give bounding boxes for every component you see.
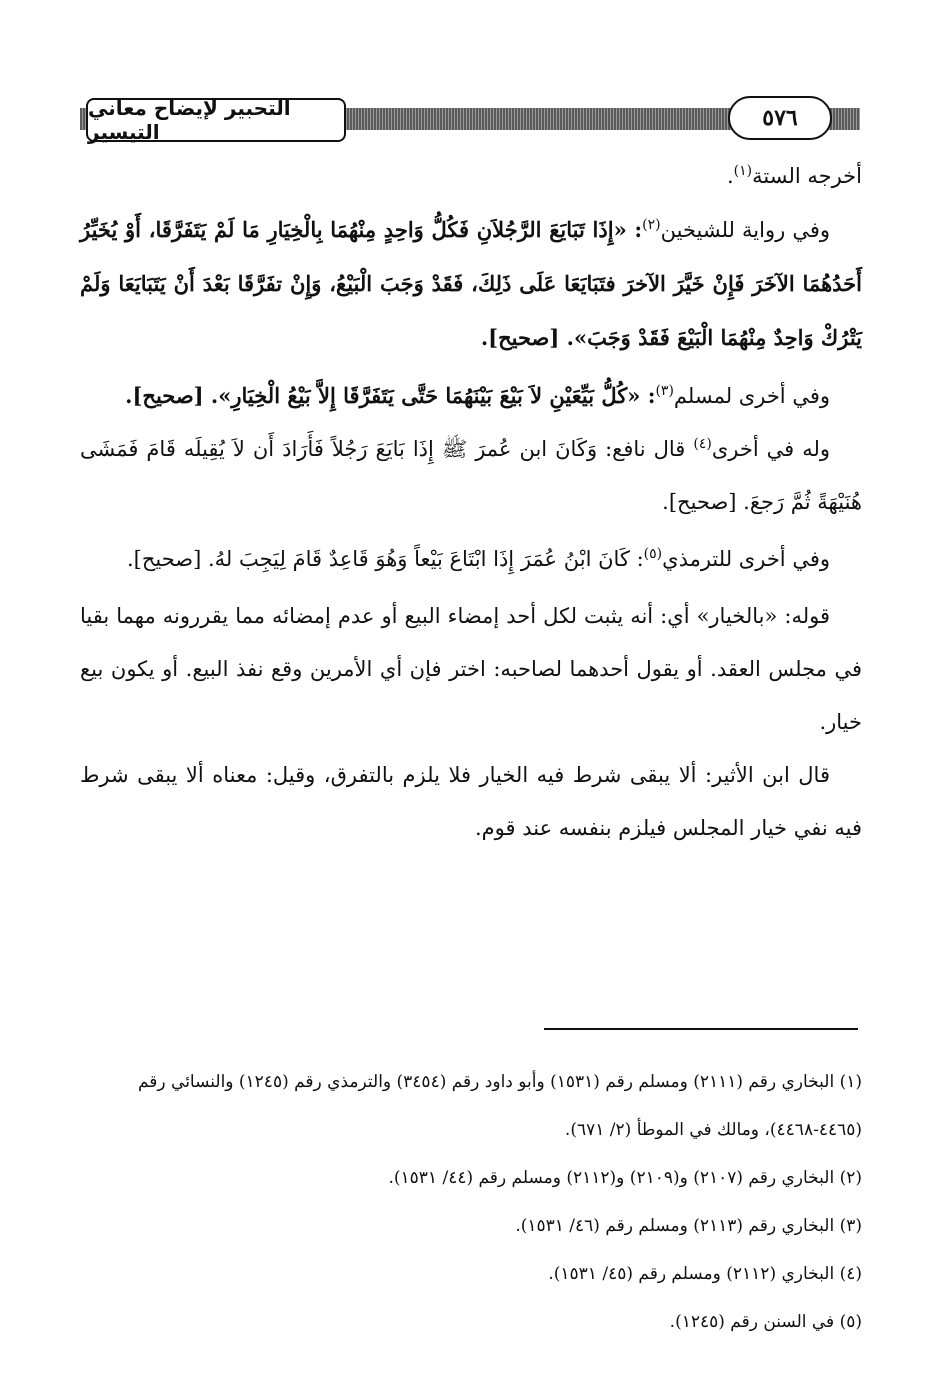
page-number: ٥٧٦ [728, 96, 832, 140]
footnote-ref-5: (٥) [643, 546, 663, 562]
paragraph-4: وله في أخرى$^{(٤)}$ قال نافع: وَكَانَ ابن عُمرَ ﷺ إِذَا بَايَعَ رَجُلاً فَأَرَادَ أَن لاَ يُقِيلَه قَامَ فَمَشَى هُنَيْهَةً ثُمَّ رَجعَ. [صحيح]. [80, 436, 862, 514]
footnote-divider [544, 1028, 858, 1030]
footnote-ref-2: (٢) [642, 217, 661, 233]
footnote-3: (٣) البخاري رقم (٢١١٣) ومسلم رقم (٤٦/ ١٥٣١). [515, 1216, 862, 1236]
hadith-text: : «إِذَا تَبَايَعَ الرَّجُلاَنِ فَكُلُّ وَاحِدٍ مِنْهُمَا بِالْخِيَارِ مَا لَمْ يَتَفَرَّقَا، أَوْ يُخَيِّرُ أَحَدُهُمَا الآخَرَ فَإِنْ خَيَّرَ الآخرَ فتَبَايَعَا عَلَى ذَلِكَ، فَقَدْ وَجَبَ الْبَيْعُ، وَإِنْ تفَرَّقَا بَعْدَ أَنْ يَتَبَايَعَا وَلَمْ يَتْرُكْ وَاحِدٌ مِنْهُمَا الْبَيْعَ فَقَدْ وَجَبَ». [صحيح]. [80, 217, 862, 350]
paragraph-6: قوله: «بالخيار» أي: أنه يثبت لكل أحد إمضاء البيع أو عدم إمضائه مما يقررونه مهما بقيا في مجلس العقد. أو يقول أحدهما لصاحبه: اختر فإن أي الأمرين وقع نفذ البيع. أو يكون بيع خيار. [80, 604, 862, 734]
footnote-4: (٤) البخاري (٢١١٢) ومسلم رقم (٤٥/ ١٥٣١). [548, 1264, 862, 1284]
paragraph-2: وفي رواية للشيخين$^{(٢)}$: «إِذَا تَبَايَعَ الرَّجُلاَنِ فَكُلُّ وَاحِدٍ مِنْهُمَا بِالْخِيَارِ مَا لَمْ يَتَفَرَّقَا، أَوْ يُخَيِّرُ أَحَدُهُمَا الآخَرَ فَإِنْ خَيَّرَ الآخرَ فتَبَايَعَا عَلَى ذَلِكَ، فَقَدْ وَجَبَ الْبَيْعُ، وَإِنْ تفَرَّقَا بَعْدَ أَنْ يَتَبَايَعَا وَلَمْ يَتْرُكْ وَاحِدٌ مِنْهُمَا الْبَيْعَ فَقَدْ وَجَبَ». [صحيح]. [80, 217, 862, 350]
book-title: التحبير لإيضاح معاني التيسير [86, 98, 346, 142]
footnote-ref-3: (٣) [655, 383, 674, 399]
footnote-ref-1: (١) [733, 163, 753, 179]
paragraph-1: أخرجه الستة$^{(١)}$. [726, 163, 862, 188]
page-header [80, 96, 860, 148]
footnotes [80, 1058, 862, 1346]
paragraph-5: وفي أخرى للترمذي$^{(٥)}$: كَانَ ابْنُ عُمَرَ إِذَا ابْتَاعَ بَيْعاً وَهُوَ قَاعِدٌ قَامَ لِيَجِبَ لهُ. [صحيح]. [126, 546, 830, 571]
main-text [80, 150, 862, 855]
paragraph-7: قال ابن الأثير: ألا يبقى شرط فيه الخيار فلا يلزم بالتفرق، وقيل: معناه ألا يبقى شرط فيه نفي خيار المجلس فيلزم بنفسه عند قوم. [80, 763, 862, 840]
footnote-2: (٢) البخاري رقم (٢١٠٧) و(٢١٠٩) و(٢١١٢) ومسلم رقم (٤٤/ ١٥٣١). [388, 1168, 862, 1188]
hadith-text: : «كُلُّ بَيِّعَيْنِ لاَ بَيْعَ بَيْنَهُمَا حَتَّى يَتَفَرَّقَا إِلاَّ بَيْعُ الْخِيَارِ». [صحيح]. [125, 383, 656, 408]
footnote-ref-4: (٤) [693, 436, 712, 452]
footnote-5: (٥) في السنن رقم (١٢٤٥). [669, 1312, 862, 1332]
paragraph-3: وفي أخرى لمسلم$^{(٣)}$: «كُلُّ بَيِّعَيْنِ لاَ بَيْعَ بَيْنَهُمَا حَتَّى يَتَفَرَّقَا إِلاَّ بَيْعُ الْخِيَارِ». [صحيح]. [125, 383, 830, 408]
footnote-1: (١) البخاري رقم (٢١١١) ومسلم رقم (١٥٣١) وأبو داود رقم (٣٤٥٤) والترمذي رقم (١٢٤٥) والنسائي رقم (٤٤٦٥-٤٤٦٨)، ومالك في الموطأ (٢/ ٦٧١). [137, 1072, 862, 1140]
